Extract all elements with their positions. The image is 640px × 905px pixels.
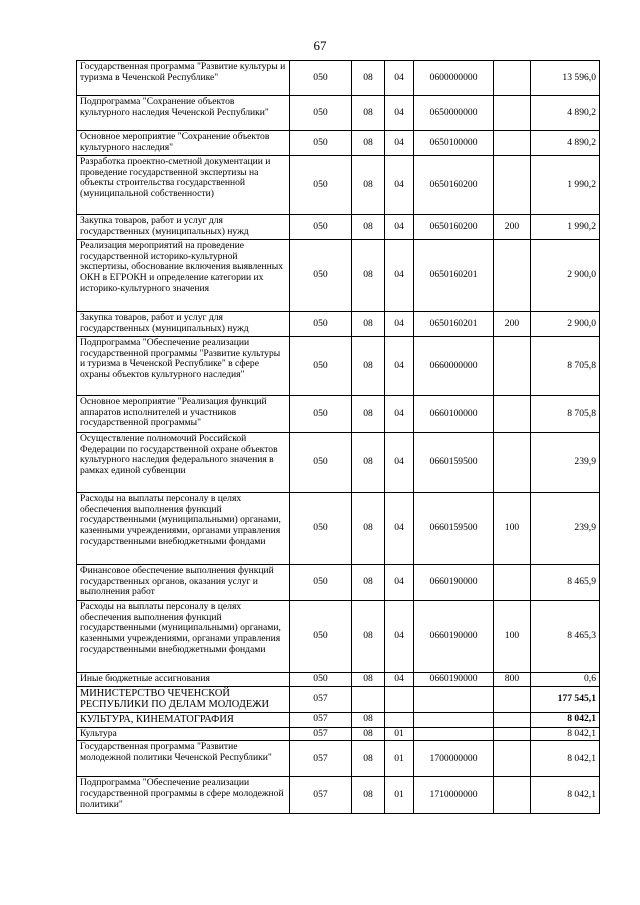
amount-cell: 0,6 (531, 673, 600, 687)
item-name-cell: Культура (77, 727, 290, 741)
table-row (77, 215, 600, 240)
target-article-cell: 1710000000 (414, 777, 494, 814)
ministry-code-cell: 050 (290, 156, 352, 215)
ministry-code-cell: 050 (290, 131, 352, 156)
subsection-code-cell: 04 (385, 601, 414, 673)
table-row (77, 777, 600, 814)
target-article-cell: 0650160200 (414, 215, 494, 240)
table-row (77, 156, 600, 215)
subsection-code-cell: 04 (385, 312, 414, 337)
amount-cell: 1 990,2 (531, 156, 600, 215)
amount-cell: 1 990,2 (531, 215, 600, 240)
expense-type-cell (494, 337, 531, 396)
item-name-cell: Расходы на выплаты персоналу в целях обеспечения выполнения функций государственными (муниципальными) органами, казенными учреждениями, органами управления государственными внебюджетными фондами (77, 493, 290, 565)
ministry-code-cell: 050 (290, 601, 352, 673)
expense-type-cell (494, 741, 531, 777)
expense-type-cell (494, 131, 531, 156)
subsection-code-cell: 04 (385, 131, 414, 156)
table-row (77, 713, 600, 728)
item-name-cell: Финансовое обеспечение выполнения функций государственных органов, оказания услуг и выполнения работ (77, 565, 290, 601)
section-code-cell: 08 (352, 565, 385, 601)
subsection-code-cell: 04 (385, 433, 414, 493)
ministry-code-cell: 050 (290, 673, 352, 687)
budget-table (76, 60, 600, 814)
ministry-code-cell: 057 (290, 741, 352, 777)
amount-cell: 4 890,2 (531, 131, 600, 156)
ministry-code-cell: 050 (290, 565, 352, 601)
target-article-cell: 0600000000 (414, 61, 494, 96)
amount-cell: 8 705,8 (531, 337, 600, 396)
expense-type-cell: 100 (494, 601, 531, 673)
target-article-cell (414, 713, 494, 728)
item-name-cell: Расходы на выплаты персоналу в целях обеспечения выполнения функций государственными (муниципальными) органами, казенными учреждениями, органами управления государственными внебюджетными фондами (77, 601, 290, 673)
expense-type-cell (494, 96, 531, 131)
expense-type-cell: 200 (494, 312, 531, 337)
target-article-cell: 0660159500 (414, 433, 494, 493)
amount-cell: 239,9 (531, 433, 600, 493)
ministry-code-cell: 050 (290, 61, 352, 96)
section-code-cell: 08 (352, 493, 385, 565)
target-article-cell: 0650000000 (414, 96, 494, 131)
table-row (77, 433, 600, 493)
amount-cell: 8 042,1 (531, 713, 600, 728)
table-row (77, 741, 600, 777)
item-name-cell: МИНИСТЕРСТВО ЧЕЧЕНСКОЙ РЕСПУБЛИКИ ПО ДЕЛАМ МОЛОДЕЖИ (77, 686, 290, 712)
section-code-cell: 08 (352, 215, 385, 240)
ministry-code-cell: 050 (290, 96, 352, 131)
expense-type-cell (494, 565, 531, 601)
subsection-code-cell: 04 (385, 96, 414, 131)
subsection-code-cell: 04 (385, 396, 414, 433)
section-code-cell: 08 (352, 727, 385, 741)
target-article-cell: 1700000000 (414, 741, 494, 777)
target-article-cell: 0650100000 (414, 131, 494, 156)
amount-cell: 177 545,1 (531, 686, 600, 712)
target-article-cell (414, 727, 494, 741)
budget-table-body (77, 61, 600, 814)
table-row (77, 337, 600, 396)
section-code-cell: 08 (352, 713, 385, 728)
table-row (77, 565, 600, 601)
expense-type-cell (494, 433, 531, 493)
section-code-cell: 08 (352, 156, 385, 215)
subsection-code-cell: 04 (385, 215, 414, 240)
item-name-cell: Государственная программа "Развитие молодежной политики Чеченской Республики" (77, 741, 290, 777)
table-row (77, 312, 600, 337)
subsection-code-cell: 04 (385, 565, 414, 601)
subsection-code-cell: 04 (385, 673, 414, 687)
ministry-code-cell: 057 (290, 713, 352, 728)
subsection-code-cell: 01 (385, 727, 414, 741)
item-name-cell: Разработка проектно-сметной документации и проведение государственной экспертизы на объекты строительства государственной (муниципальной собственности) (77, 156, 290, 215)
section-code-cell: 08 (352, 240, 385, 312)
item-name-cell: Осуществление полномочий Российской Федерации по государственной охране объектов культурного наследия федерального значения в рамках единой субвенции (77, 433, 290, 493)
section-code-cell: 08 (352, 601, 385, 673)
expense-type-cell (494, 777, 531, 814)
item-name-cell: Основное мероприятие "Сохранение объектов культурного наследия" (77, 131, 290, 156)
target-article-cell: 0660000000 (414, 337, 494, 396)
section-code-cell: 08 (352, 337, 385, 396)
section-code-cell: 08 (352, 96, 385, 131)
item-name-cell: КУЛЬТУРА, КИНЕМАТОГРАФИЯ (77, 713, 290, 728)
item-name-cell: Государственная программа "Развитие культуры и туризма в Чеченской Республике" (77, 61, 290, 96)
subsection-code-cell: 01 (385, 741, 414, 777)
item-name-cell: Иные бюджетные ассигнования (77, 673, 290, 687)
item-name-cell: Подпрограмма "Обеспечение реализации государственной программы в сфере молодежной политики" (77, 777, 290, 814)
target-article-cell: 0660190000 (414, 601, 494, 673)
target-article-cell: 0660190000 (414, 565, 494, 601)
section-code-cell: 08 (352, 433, 385, 493)
expense-type-cell: 100 (494, 493, 531, 565)
amount-cell: 8 705,8 (531, 396, 600, 433)
section-code-cell: 08 (352, 312, 385, 337)
expense-type-cell (494, 61, 531, 96)
subsection-code-cell: 04 (385, 61, 414, 96)
page-number: 67 (313, 38, 327, 53)
table-row (77, 686, 600, 712)
table-row (77, 601, 600, 673)
subsection-code-cell: 04 (385, 493, 414, 565)
table-row (77, 396, 600, 433)
subsection-code-cell: 04 (385, 156, 414, 215)
subsection-code-cell (385, 686, 414, 712)
target-article-cell: 0660100000 (414, 396, 494, 433)
item-name-cell: Подпрограмма "Сохранение объектов культурного наследия Чеченской Республики" (77, 96, 290, 131)
amount-cell: 4 890,2 (531, 96, 600, 131)
ministry-code-cell: 050 (290, 396, 352, 433)
section-code-cell: 08 (352, 131, 385, 156)
amount-cell: 8 042,1 (531, 741, 600, 777)
target-article-cell: 0650160201 (414, 312, 494, 337)
expense-type-cell: 200 (494, 215, 531, 240)
item-name-cell: Реализация мероприятий на проведение государственной историко-культурной экспертизы, обоснование включения выявленных ОКН в ЕГРОКН и определение категории их историко-культурного значения (77, 240, 290, 312)
item-name-cell: Закупка товаров, работ и услуг для государственных (муниципальных) нужд (77, 312, 290, 337)
target-article-cell (414, 686, 494, 712)
subsection-code-cell (385, 713, 414, 728)
expense-type-cell (494, 713, 531, 728)
ministry-code-cell: 057 (290, 777, 352, 814)
subsection-code-cell: 04 (385, 240, 414, 312)
subsection-code-cell: 04 (385, 337, 414, 396)
item-name-cell: Основное мероприятие "Реализация функций аппаратов исполнителей и участников государственной программы" (77, 396, 290, 433)
ministry-code-cell: 050 (290, 433, 352, 493)
amount-cell: 2 900,0 (531, 312, 600, 337)
amount-cell: 8 042,1 (531, 777, 600, 814)
table-row (77, 61, 600, 96)
ministry-code-cell: 057 (290, 686, 352, 712)
ministry-code-cell: 057 (290, 727, 352, 741)
table-row (77, 493, 600, 565)
item-name-cell: Закупка товаров, работ и услуг для государственных (муниципальных) нужд (77, 215, 290, 240)
ministry-code-cell: 050 (290, 215, 352, 240)
subsection-code-cell: 01 (385, 777, 414, 814)
table-row (77, 673, 600, 687)
ministry-code-cell: 050 (290, 312, 352, 337)
target-article-cell: 0660190000 (414, 673, 494, 687)
expense-type-cell (494, 156, 531, 215)
amount-cell: 239,9 (531, 493, 600, 565)
section-code-cell: 08 (352, 396, 385, 433)
ministry-code-cell: 050 (290, 493, 352, 565)
expense-type-cell: 800 (494, 673, 531, 687)
section-code-cell (352, 686, 385, 712)
section-code-cell: 08 (352, 673, 385, 687)
target-article-cell: 0650160200 (414, 156, 494, 215)
amount-cell: 13 596,0 (531, 61, 600, 96)
amount-cell: 8 465,9 (531, 565, 600, 601)
target-article-cell: 0650160201 (414, 240, 494, 312)
section-code-cell: 08 (352, 61, 385, 96)
target-article-cell: 0660159500 (414, 493, 494, 565)
table-row (77, 727, 600, 741)
amount-cell: 2 900,0 (531, 240, 600, 312)
table-row (77, 131, 600, 156)
ministry-code-cell: 050 (290, 240, 352, 312)
table-row (77, 240, 600, 312)
section-code-cell: 08 (352, 777, 385, 814)
amount-cell: 8 042,1 (531, 727, 600, 741)
expense-type-cell (494, 396, 531, 433)
expense-type-cell (494, 240, 531, 312)
section-code-cell: 08 (352, 741, 385, 777)
amount-cell: 8 465,3 (531, 601, 600, 673)
expense-type-cell (494, 686, 531, 712)
table-row (77, 96, 600, 131)
item-name-cell: Подпрограмма "Обеспечение реализации государственной программы "Развитие культуры и туризма в Чеченской Республике" в сфере охраны объектов культурного наследия" (77, 337, 290, 396)
ministry-code-cell: 050 (290, 337, 352, 396)
expense-type-cell (494, 727, 531, 741)
